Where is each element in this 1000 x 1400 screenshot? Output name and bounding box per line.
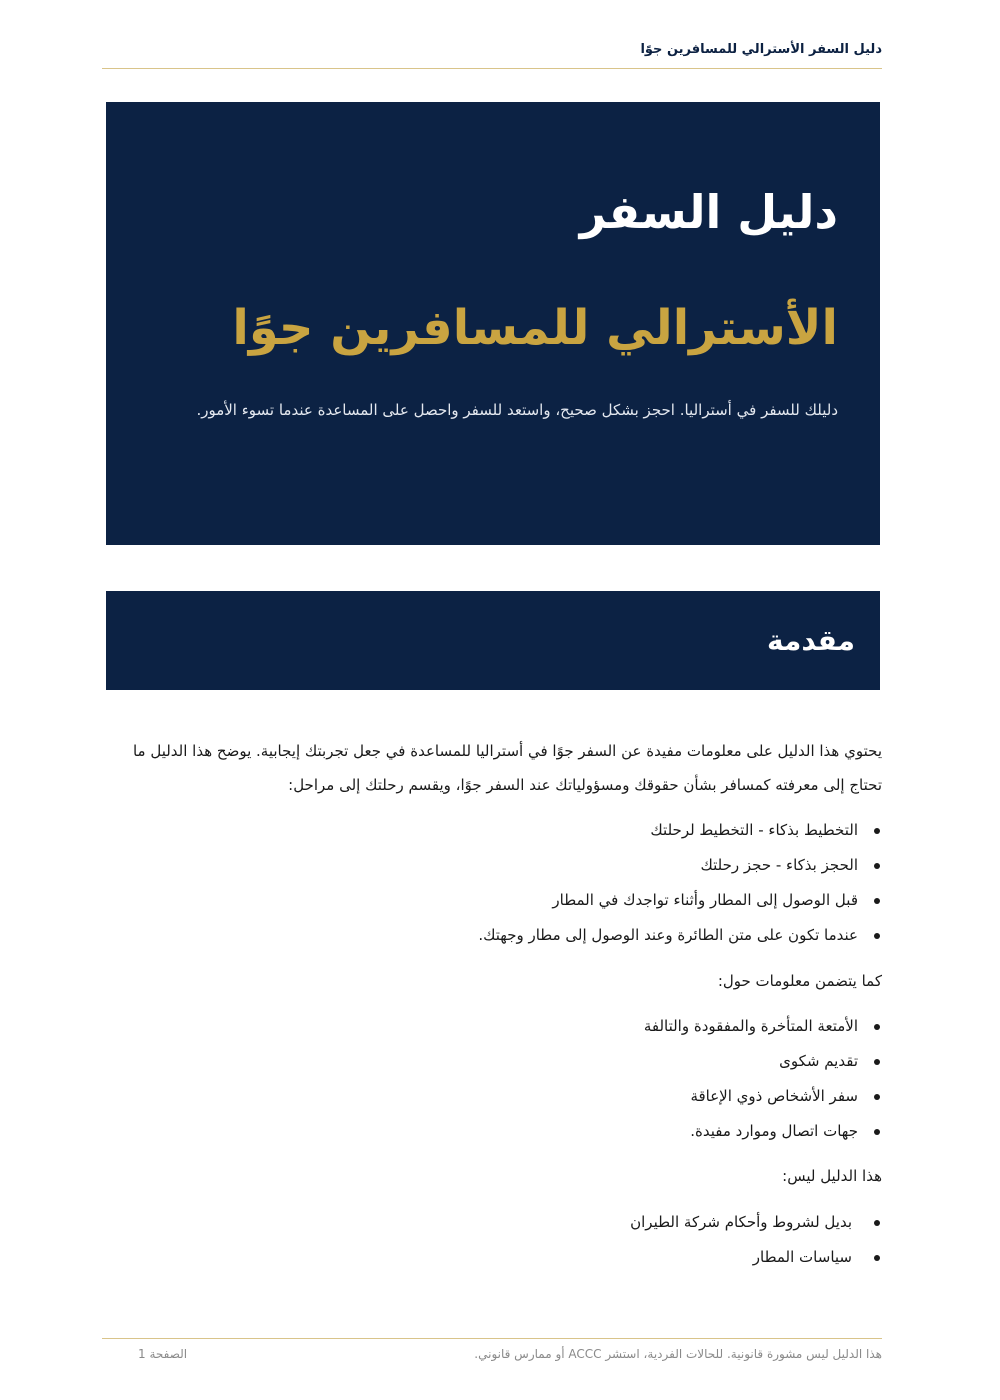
page-number: الصفحة 1 — [138, 1347, 188, 1361]
list-item: عندما تكون على متن الطائرة وعند الوصول إلى مطار وجهتك. — [112, 918, 882, 953]
list-item: جهات اتصال وموارد مفيدة. — [112, 1114, 882, 1149]
footer-disclaimer: هذا الدليل ليس مشورة قانونية. للحالات الفردية، استشر ACCC أو ممارس قانوني. — [474, 1347, 882, 1361]
stages-list — [112, 813, 882, 953]
topics-list — [112, 1009, 882, 1149]
section-header-intro — [106, 591, 880, 690]
list-item: قبل الوصول إلى المطار وأثناء تواجدك في المطار — [112, 883, 882, 918]
section-title: مقدمة — [767, 624, 855, 657]
not-list — [112, 1205, 882, 1275]
cover-banner — [106, 102, 880, 545]
list-item: تقديم شكوى — [112, 1044, 882, 1079]
not-label: هذا الدليل ليس: — [782, 1167, 882, 1185]
list-item: الأمتعة المتأخرة والمفقودة والتالفة — [112, 1009, 882, 1044]
list-item: سياسات المطار — [112, 1240, 882, 1275]
list-item: بديل لشروط وأحكام شركة الطيران — [112, 1205, 882, 1240]
list-item: الحجز بذكاء - حجز رحلتك — [112, 848, 882, 883]
cover-description: دليلك للسفر في أستراليا. احجز بشكل صحيح، واستعد للسفر واحصل على المساعدة عندما تسوء الأمور. — [196, 401, 838, 419]
also-includes-label: كما يتضمن معلومات حول: — [717, 972, 882, 990]
running-header — [102, 42, 882, 69]
cover-title-line-2: الأسترالي للمسافرين جوًا — [232, 300, 838, 356]
list-item: التخطيط بذكاء - التخطيط لرحلتك — [112, 813, 882, 848]
intro-content — [112, 734, 882, 1275]
list-item: سفر الأشخاص ذوي الإعاقة — [112, 1079, 882, 1114]
cover-title-line-1: دليل السفر — [579, 185, 838, 239]
running-footer — [102, 1338, 882, 1369]
intro-paragraph: يحتوي هذا الدليل على معلومات مفيدة عن السفر جوًا في أستراليا للمساعدة في جعل تجربتك إيجابية. يوضح هذا الدليل ما تحتاج إلى معرفته كمسافر بشأن حقوقك ومسؤولياتك عند السفر جوًا، ويقسم رحلتك إلى مراحل: — [132, 742, 882, 794]
running-header-title: دليل السفر الأسترالي للمسافرين جوًا — [640, 42, 882, 57]
